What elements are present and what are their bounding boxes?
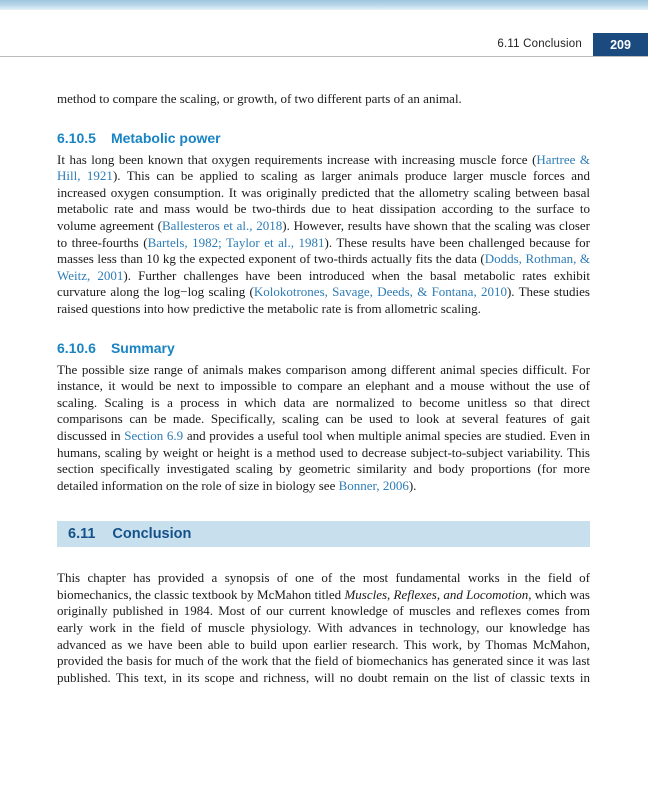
page-number-box [593, 33, 648, 57]
body-paragraph [57, 570, 590, 686]
citation-link[interactable]: Bartels, 1982; Taylor et al., 1981 [147, 234, 325, 250]
citation-link[interactable]: Ballesteros et al., 2018 [161, 217, 283, 233]
section-header-bar [57, 521, 590, 547]
body-text: ). Further challenges have been introduced when the basal metabolic rates exhibit curvature along the log−log scaling ( [57, 267, 590, 300]
subsection-number: 6.10.6 [57, 339, 96, 356]
body-paragraph [57, 91, 590, 108]
subsection-heading [57, 130, 590, 146]
body-text: ). These studies raised questions into how predictive the metabolic rate is from allometric scaling. [57, 284, 590, 316]
body-text: The possible size range of animals makes comparison among different animal species difficult. For instance, it would be next to impossible to compare an elephant and a mouse without the use of scaling. Scaling is a process in which data are normalized to become unitless so that direct comparisons can be made. Specifically, scaling can be used to look at several features of gait discussed in [57, 361, 590, 443]
body-text: This chapter has provided a synopsis of one of the most fundamental works in the field of biomechanics, the classic textbook by McMahon titled [57, 570, 590, 602]
body-paragraph [57, 362, 590, 495]
running-head-title: 6.11 Conclusion [497, 38, 582, 50]
citation-link[interactable]: Dodds, Rothman, & Weitz, 2001 [57, 251, 590, 283]
italic-book-title: Muscles, Reflexes, and Locomotion [344, 586, 529, 602]
page-body [57, 57, 590, 699]
citation-link[interactable]: Hartree & Hill, 1921 [57, 151, 590, 184]
subsection-title: Metabolic power [110, 129, 221, 146]
body-text: It has long been known that oxygen requirements increase with increasing muscle force ( [57, 151, 537, 167]
citation-link[interactable]: Bonner, 2006 [338, 477, 409, 493]
body-text: ). However, results have shown that the scaling was closer to three-fourths ( [57, 217, 590, 250]
body-text: ). [408, 477, 417, 493]
citation-link[interactable]: Section 6.9 [124, 427, 184, 443]
body-text: method to compare the scaling, or growth, of two different parts of an animal. [57, 91, 462, 106]
body-paragraph [57, 152, 590, 318]
citation-link[interactable]: Kolokotrones, Savage, Deeds, & Fontana, 2010 [253, 284, 507, 300]
section-number: 6.11 [68, 526, 96, 543]
page-number: 209 [610, 38, 631, 52]
body-text: , which was originally published in 1984. Most of our current knowledge of muscles and reflexes comes from early work in the field of muscle physiology. With advances in technology, our knowledge has advanced as we have been able to build upon earlier research. This work, by Thomas McMahon, provided the basis for much of the work that the field of biomechanics has generated since it was last published. This text, in its scope and richness, will no doubt remain on the list of classic texts in [57, 586, 590, 685]
subsection-heading [57, 340, 590, 356]
body-text: and provides a useful tool when multiple animal species are studied. Even in humans, scaling by weight or height is a method used to decrease subject-to-subject variability. This section specifically investigated scaling by geometric similarity and body proportions (for more detailed information on the role of size in biology see [57, 427, 590, 493]
subsection-title: Summary [110, 339, 175, 356]
section-title: Conclusion [112, 526, 192, 543]
subsection-number: 6.10.5 [57, 129, 96, 146]
body-text: ). These results have been challenged because for masses less than 10 kg the expected exponent of two-thirds actually fits the data ( [57, 234, 590, 267]
top-decorative-band [0, 0, 648, 10]
body-text: ). This can be applied to scaling as larger animals produce larger muscle forces and increased oxygen consumption. It was originally predicted that the allometry scaling between basal metabolic rate and mass would be two-thirds due to heat dissipation according to the surface to volume agreement ( [57, 168, 590, 233]
